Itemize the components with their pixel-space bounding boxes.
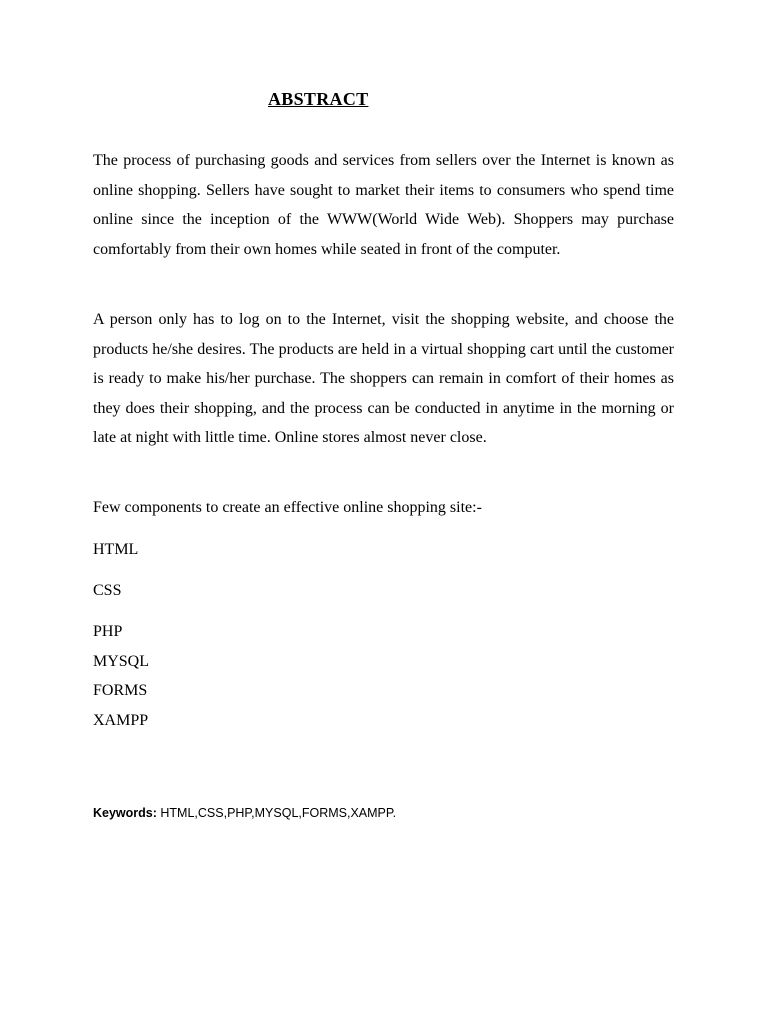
component-item-xampp: XAMPP	[93, 712, 149, 729]
paragraph-process: A person only has to log on to the Internet, visit the shopping website, and choose the products he/she desires. The products are held in a virtual shopping cart until the customer is ready to make his/her purchase. The shoppers can remain in comfort of their homes as they does their shopping, and the process can be conducted in anytime in the morning or late at night with little time. Online stores almost never close.	[93, 311, 674, 447]
component-item-html: HTML	[93, 541, 139, 558]
keywords-line	[93, 804, 396, 822]
component-item-forms: FORMS	[93, 682, 148, 699]
components-intro: Few components to create an effective online shopping site:-	[93, 499, 482, 516]
component-item-mysql: MYSQL	[93, 653, 150, 670]
keywords-value: HTML,CSS,PHP,MYSQL,FORMS,XAMPP.	[160, 806, 397, 820]
component-item-css: CSS	[93, 582, 122, 599]
abstract-title: ABSTRACT	[268, 89, 369, 109]
component-item-php: PHP	[93, 623, 123, 640]
keywords-label: Keywords:	[93, 806, 157, 820]
paragraph-intro: The process of purchasing goods and services from sellers over the Internet is known as online shopping. Sellers have sought to market their items to consumers who spend time online since the inception of the WWW(World Wide Web). Shoppers may purchase comfortably from their own homes while seated in front of the computer.	[93, 152, 674, 258]
